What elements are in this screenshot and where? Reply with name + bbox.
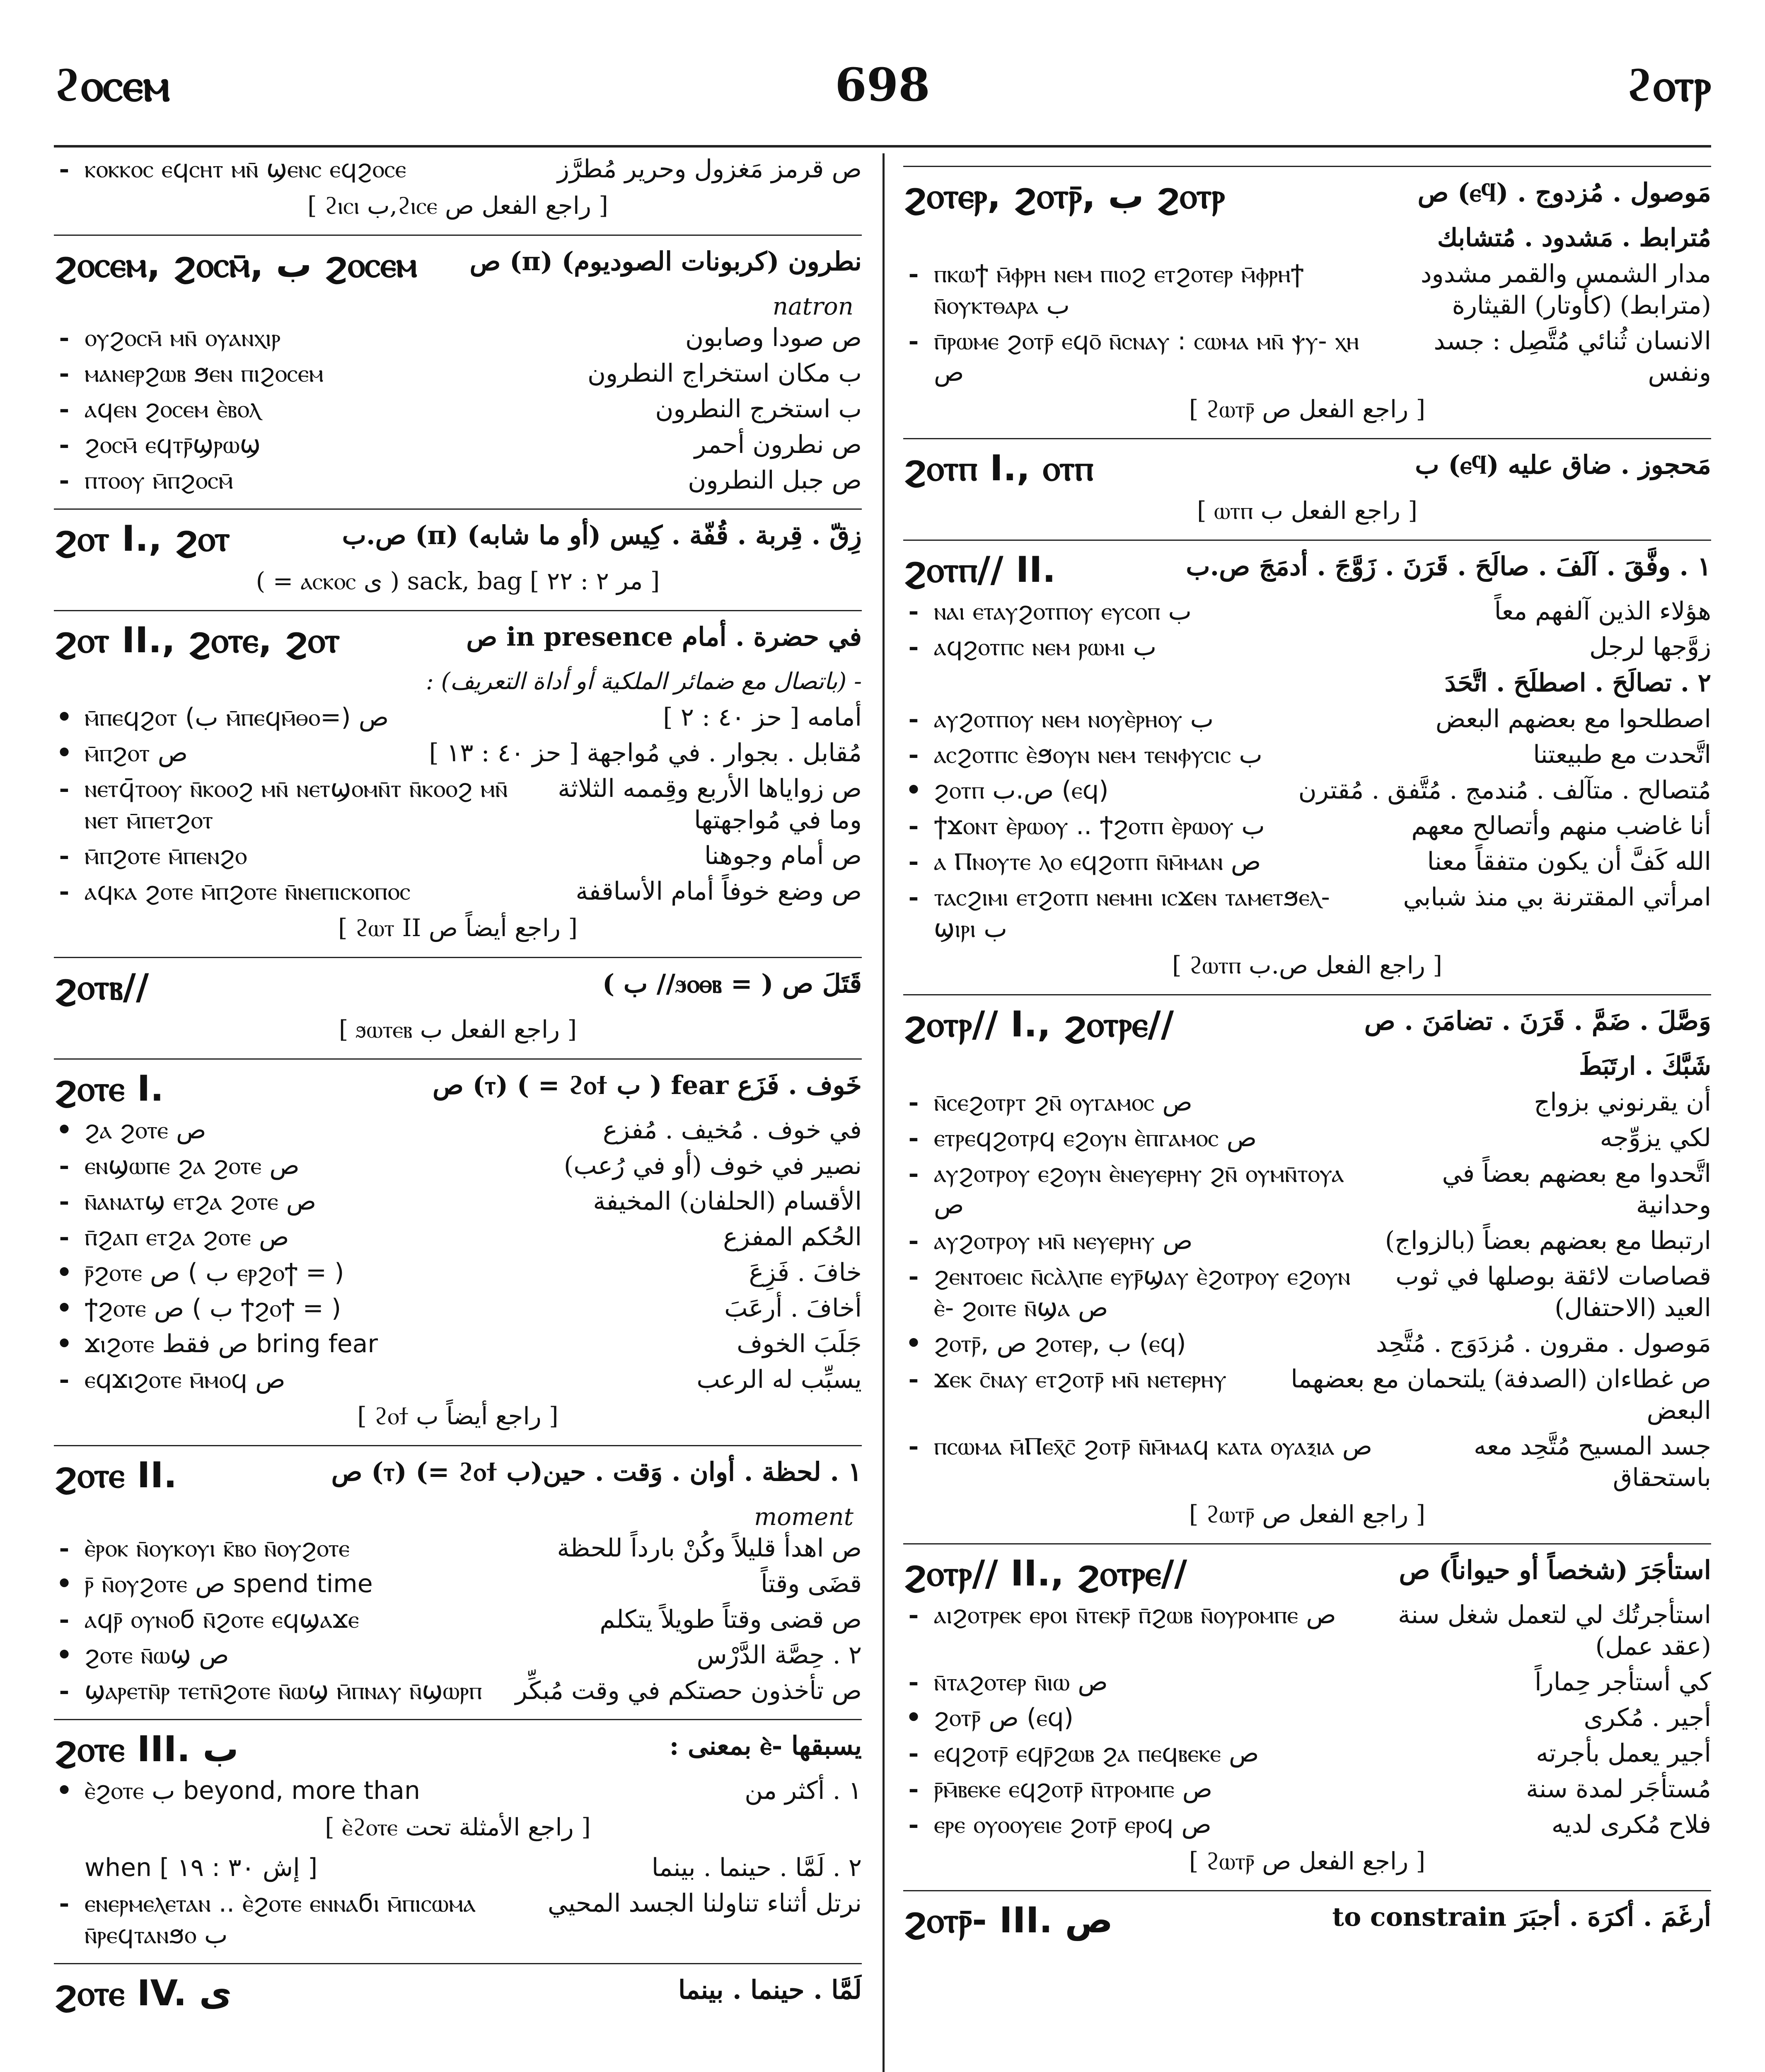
entry <box>54 1328 862 1360</box>
entry <box>903 1225 1711 1256</box>
entry-marker: - <box>59 1222 70 1251</box>
cross-reference: [ راجع الفعل ص ϩⲱⲧⲣ̄ ] <box>1189 395 1426 423</box>
usage-note: - (باتصال مع ضمائر الملكية أو أداة التعريف) : <box>426 668 862 695</box>
arabic-text: ص صودا وصابون <box>685 323 862 352</box>
arabic-text: مُقابل . بجوار . في مُواجهة [ حز ٤٠ : ١٣ ] <box>429 738 862 767</box>
entry-marker: • <box>56 703 73 732</box>
entry-marker: - <box>908 1432 919 1461</box>
coptic-text: ϩⲟⲥⲙ̄ ⲉϥⲧⲣ̄ϣⲣⲱϣ <box>85 430 261 459</box>
entry-marker: • <box>56 1569 73 1598</box>
definition: يسبقها -ⲉ̀ بمعنى : <box>669 1731 862 1761</box>
entry-marker: - <box>908 847 919 876</box>
entry <box>903 881 1711 944</box>
arabic-text: ٢ . حِصَّة الدَّرْس <box>696 1641 862 1670</box>
entry-marker: - <box>59 1605 70 1634</box>
arabic-text: ب مكان استخراج النطرون <box>587 359 862 388</box>
entry <box>903 631 1711 663</box>
cross-reference: [ راجع أيضاً ص ϩⲱⲧ II ] <box>338 914 578 942</box>
entry <box>903 1261 1711 1324</box>
entry <box>54 1150 862 1181</box>
entry <box>903 1738 1711 1769</box>
entry-marker: - <box>59 1365 70 1394</box>
entry <box>903 1363 1711 1426</box>
coptic-text: ϯϫⲟⲛⲧ ⲉ̀ⲣⲱⲟⲩ .. ϯϩⲟⲧⲡ ⲉ̀ⲣⲱⲟⲩ ب <box>934 811 1265 840</box>
arabic-text: أجير . مُكرى <box>1584 1703 1711 1732</box>
arabic-text: اتَّحدوا مع بعضهم بعضاً في وحدانية <box>1442 1159 1711 1220</box>
coptic-text: ⲧⲁⲥϩⲓⲙⲓ ⲉⲧϩⲟⲧⲡ ⲛⲉⲙⲏⲓ ⲓⲥϫⲉⲛ ⲧⲁⲙⲉⲧϧⲉⲗ- ϣⲓⲣⲓ ب <box>934 883 1330 943</box>
arabic-text: الحُكم المفزع <box>723 1222 862 1251</box>
sense-heading: ٢ . تصالَحَ . اصطلَحَ . اتَّحَدَ <box>1444 668 1711 697</box>
cross-reference: [ راجع أيضاً ب ϩⲟϯ ] <box>357 1402 559 1430</box>
definition: مَحجوز . ضاق عليه (ⲉϥ) ب <box>1415 450 1711 480</box>
entry <box>54 153 862 185</box>
arabic-text: جَلَبَ الخوف <box>737 1329 862 1358</box>
arabic-text: الله كَفَّ أن يكون متفقاً معنا <box>1427 847 1711 876</box>
definition: لَمَّا . حينما . بينما <box>678 1975 862 2005</box>
headword: ϩⲟⲧ II., ϩⲟⲧⲉ, ϩⲟⲧ <box>54 620 340 661</box>
entry-marker: - <box>59 1676 70 1705</box>
coptic-text: ⲙ̄ⲡϩⲟⲧⲉ ⲙ̄ⲡⲉⲛϩⲟ <box>85 841 247 870</box>
arabic-text: أمامه [ حز ٤٠ : ٢ ] <box>663 703 862 732</box>
coptic-text: ⲟⲩϩⲟⲥⲙ̄ ⲙⲛ̄ ⲟⲩⲁⲛⲭⲓⲣ <box>85 323 281 352</box>
coptic-text: ⲁϥⲉⲛ ϩⲟⲥⲉⲙ ⲉ̀ⲃⲟⲗ <box>85 395 261 424</box>
entry-marker: • <box>905 1329 922 1358</box>
arabic-text: نرتل أثناء تناولنا الجسد المحيي <box>547 1889 862 1918</box>
english-gloss: natron <box>772 292 853 320</box>
coptic-text: ⲣ̄ϩⲟⲧⲉ ص ( ب ⲉⲣϩⲟϯ = ) <box>85 1258 344 1287</box>
headword-entry <box>54 235 862 286</box>
arabic-text: ص جبل النطرون <box>688 466 862 495</box>
coptic-text: ϯϩⲟⲧⲉ ص ( ب ϯϩⲟϯ = ) <box>85 1294 341 1323</box>
coptic-text: ⲣ̄ ⲛ̄ⲟⲩϩⲟⲧⲉ ص spend time <box>85 1569 373 1598</box>
arabic-text: أن يقرنوني بزواج <box>1534 1088 1711 1117</box>
header-left-word: ϩⲟⲥⲉⲙ <box>54 58 170 111</box>
entry-marker: • <box>56 1329 73 1358</box>
arabic-text: ب استخرج النطرون <box>655 395 862 424</box>
arabic-text: ١ . أكثر من <box>745 1776 862 1805</box>
entry-marker: - <box>908 1810 919 1839</box>
headword: ϩⲟⲥⲉⲙ, ϩⲟⲥⲙ̄, ب ϩⲟⲥⲉⲙ <box>54 244 417 286</box>
entry-marker: • <box>56 1116 73 1145</box>
headword-entry <box>903 994 1711 1045</box>
entry-marker: - <box>59 359 70 388</box>
coptic-text: ⲛ̄ⲥⲉϩⲟⲧⲣⲧ ϩⲛ̄ ⲟⲩⲅⲁⲙⲟⲥ ص <box>934 1088 1192 1117</box>
headword-entry <box>54 1058 862 1109</box>
definition: نطرون (كربونات الصوديوم) (π) ص <box>469 246 862 276</box>
entry-marker: - <box>908 1226 919 1255</box>
coptic-text: ϩⲁ ϩⲟⲧⲉ ص <box>85 1116 206 1145</box>
entry-marker: • <box>56 1294 73 1323</box>
headword-entry <box>54 957 862 1008</box>
entry <box>54 1186 862 1217</box>
coptic-text: ⲣ̄ⲙ̄ⲃⲉⲕⲉ ⲉϥϩⲟⲧⲣ̄ ⲛ̄ⲧⲣⲟⲙⲡⲉ ص <box>934 1774 1213 1803</box>
entry-marker: - <box>59 877 70 906</box>
headword: ϩⲟⲧⲉ III. ب <box>54 1728 239 1770</box>
arabic-text: ص وضع خوفاً أمام الأساقفة <box>575 877 862 906</box>
entry <box>903 1599 1711 1662</box>
entry-marker: • <box>56 1641 73 1670</box>
entry <box>903 739 1711 770</box>
arabic-text: خافَ . فَزِعَ <box>749 1258 862 1287</box>
coptic-text: ⲕⲟⲕⲕⲟⲥ ⲉϥⲥⲏⲧ ⲙⲛ̄ ϣⲉⲛⲥ ⲉϥϩⲟⲥⲉ <box>85 155 406 184</box>
page-number: 698 <box>835 58 930 111</box>
headword-entry <box>54 1719 862 1770</box>
definition: قَتَلَ ص ( = ϧⲟⲑⲃ// ب ) <box>602 968 862 999</box>
definition-continued: شَبَّكَ . ارتَبَطَ <box>1579 1052 1711 1081</box>
arabic-text: ارتبطا مع بعضهم بعضاً (بالزواج) <box>1385 1226 1711 1255</box>
arabic-text: الأقسام (الحلفان) المخيفة <box>593 1187 862 1216</box>
entry-marker: - <box>59 323 70 352</box>
entry-marker: - <box>908 811 919 840</box>
arabic-text: كي أستأجر حِماراً <box>1535 1668 1711 1697</box>
coptic-text: ⲉⲧⲣⲉϥϩⲟⲧⲣϥ ⲉϩⲟⲩⲛ ⲉ̀ⲡⲅⲁⲙⲟⲥ ص <box>934 1123 1257 1152</box>
coptic-text: ⲛⲉⲧϥ̄ⲧⲟⲟⲩ ⲛ̄ⲕⲟⲟϩ ⲙⲛ̄ ⲛⲉⲧϣⲟⲙⲛ̄ⲧ ⲛ̄ⲕⲟⲟϩ ⲙⲛ̄ ⲛⲉⲧ ⲙ̄ⲡⲉⲧϩⲟⲧ <box>85 774 508 835</box>
entry-marker: - <box>908 1774 919 1803</box>
coptic-text: ϩⲟⲧⲣ̄ ص (ⲉϥ) <box>934 1703 1074 1732</box>
headword-entry <box>54 508 862 559</box>
entry <box>54 1364 862 1395</box>
headword-entry <box>903 1543 1711 1594</box>
arabic-text: ص قضى وقتاً طويلاً يتكلم <box>600 1605 862 1634</box>
entry-marker: - <box>908 597 919 626</box>
arabic-text: مُستأجَر لمدة سنة <box>1526 1774 1711 1803</box>
definition: أرغَمَ . أكرَهَ . أجبَرَ to constrain <box>1332 1902 1711 1932</box>
entry <box>54 1114 862 1146</box>
arabic-text: زوَّجها لرجل <box>1589 632 1711 661</box>
arabic-text: فلاح مُكرى لديه <box>1551 1810 1711 1839</box>
headword: ϩⲟⲧⲣ// I., ϩⲟⲧⲣⲉ// <box>903 1004 1174 1045</box>
entry <box>54 876 862 907</box>
entry-marker: - <box>908 704 919 733</box>
entry <box>54 393 862 425</box>
arabic-text: لكي يزوِّجه <box>1600 1123 1711 1152</box>
definition: استأجَرَ (شخصاً أو حيواناً) ص <box>1399 1555 1711 1585</box>
arabic-text: أجير يعمل بأجرته <box>1536 1739 1711 1768</box>
cross-reference: [ راجع الفعل ص ϩⲓⲥⲉ,ب ϩⲓⲥⲓ ] <box>307 191 608 220</box>
arabic-text: أنا غاضب منهم وأتصالح معهم <box>1411 811 1711 840</box>
entry <box>54 322 862 353</box>
left-column <box>54 153 862 2072</box>
entry <box>54 1293 862 1324</box>
coptic-text: ⲙⲁⲛⲉⲣϩⲱⲃ ϧⲉⲛ ⲡⲓϩⲟⲥⲉⲙ <box>85 359 324 388</box>
definition: خَوف . فَزَع fear ( ب ϩⲟϯ = ) (ⲧ) ص <box>433 1070 862 1100</box>
entry-marker: - <box>59 1151 70 1180</box>
coptic-text: ⲉ̀ϩⲟⲧⲉ ب beyond, more than <box>85 1776 421 1805</box>
coptic-text: ⲛ̄ⲧⲁϩⲟⲧⲉⲣ ⲛ̄ⲓⲱ ص <box>934 1668 1108 1697</box>
arabic-text: ٢ . لَمَّا . حينما . بينما <box>651 1853 862 1882</box>
headword: ϩⲟⲧⲡ// II. <box>903 549 1056 591</box>
entry-marker: - <box>908 259 919 288</box>
coptic-text: ⲉϥϩⲟⲧⲣ̄ ⲉϥⲣ̄ϩⲱⲃ ϩⲁ ⲡⲉϥⲃⲉⲕⲉ ص <box>934 1739 1259 1768</box>
cross-reference: [ راجع الفعل ب ⲱⲧⲡ ] <box>1197 496 1417 525</box>
entry <box>54 429 862 460</box>
coptic-text: ⲛ̄ⲁⲛⲁⲧϣ ⲉⲧϩⲁ ϩⲟⲧⲉ ص <box>85 1187 317 1216</box>
arabic-text: اصطلحوا مع بعضهم البعض <box>1435 704 1711 733</box>
headword: ϩⲟⲧⲡ I., ⲟⲧⲡ <box>903 448 1094 489</box>
entry-marker: • <box>905 776 922 805</box>
headword: ϩⲟⲧⲉ IV. ى <box>54 1973 232 2014</box>
entry <box>903 1328 1711 1359</box>
coptic-text: ⲙ̄ⲡⲉϥϩⲟⲧ (ب ⲙ̄ⲡⲉϥⲙ̄ⲑⲟ=) ص <box>85 703 389 732</box>
coptic-text: ϣⲁⲣⲉⲧⲛ̄ⲣ ⲧⲉⲧⲛ̄ϩⲟⲧⲉ ⲛ̄ⲱϣ ⲙ̄ⲡⲛⲁⲩ ⲛ̄ϣⲱⲣⲡ <box>85 1676 482 1705</box>
headword-entry <box>903 166 1711 217</box>
coptic-text: when [ إش ٣٠ : ١٩ ] <box>85 1853 318 1882</box>
cross-reference: [ راجع الفعل ب ϧⲱⲧⲉⲃ ] <box>338 1015 577 1043</box>
entry <box>54 1675 862 1706</box>
entry <box>903 1087 1711 1118</box>
arabic-text: امرأتي المقترنة بي منذ شبابي <box>1403 883 1711 912</box>
arabic-text: ص أمام وجوهنا <box>704 841 862 870</box>
arabic-text: هؤلاء الذين آلفهم معاً <box>1494 597 1711 626</box>
arabic-text: قضَى وقتاً <box>761 1569 862 1598</box>
definition-continued: مُترابط . مَشدود . مُتشابك <box>1437 223 1711 252</box>
entry <box>903 1431 1711 1493</box>
coptic-text: ⲡⲧⲟⲟⲩ ⲙ̄ⲡϩⲟⲥⲙ̄ <box>85 466 233 495</box>
coptic-text: ⲛⲁⲓ ⲉⲧⲁⲩϩⲟⲧⲡⲟⲩ ⲉⲩⲥⲟⲡ ب <box>934 597 1192 626</box>
arabic-text: ص تأخذون حصتكم في وقت مُبكِّر <box>515 1676 862 1705</box>
arabic-text: ص زواياها الأربع وقِممه الثلاثة وما في مُواجهتها <box>558 774 862 835</box>
arabic-text: ص نطرون أحمر <box>694 430 862 459</box>
arabic-text: ص قرمز مَغزول وحرير مُطرَّز <box>557 155 862 184</box>
entry <box>903 1702 1711 1733</box>
definition: في حضرة . أمام in presence ص <box>466 622 862 652</box>
entry-marker: - <box>908 1262 919 1291</box>
entry-marker: - <box>908 1159 919 1188</box>
entry-marker: - <box>908 1739 919 1768</box>
entry <box>54 465 862 496</box>
coptic-text: ϫⲓϩⲟⲧⲉ ص فقط bring fear <box>85 1329 378 1358</box>
coptic-text: ⲁ Ⲡⲛⲟⲩⲧⲉ ⲗⲟ ⲉϥϩⲟⲧⲡ ⲛ̄ⲙ̄ⲙⲁⲛ ص <box>934 847 1261 876</box>
coptic-text: ⲁⲩϩⲟⲧⲡⲟⲩ ⲛⲉⲙ ⲛⲟⲩⲉ̀ⲣⲏⲟⲩ ب <box>934 704 1214 733</box>
arabic-text: مدار الشمس والقمر مشدود (مترابط) (كأوتار) القيثارة <box>1420 259 1711 320</box>
headword: ϩⲟⲧⲉⲣ, ϩⲟⲧⲣ̄, ب ϩⲟⲧⲣ <box>903 175 1225 217</box>
entry <box>903 703 1711 735</box>
coptic-text: ⲡ̄ⲣⲱⲙⲉ ϩⲟⲧⲣ̄ ⲉϥⲟ̄ ⲛ̄ⲥⲛⲁⲩ : ⲥⲱⲙⲁ ⲙⲛ̄ ⲯⲩ- ⲭⲏ ص <box>934 327 1359 387</box>
entry <box>903 1158 1711 1221</box>
coptic-text: ⲡ̄ϩⲁⲡ ⲉⲧϩⲁ ϩⲟⲧⲉ ص <box>85 1222 289 1251</box>
entry <box>903 258 1711 321</box>
coptic-text: ⲉ̀ⲣⲟⲕ ⲛ̄ⲟⲩⲕⲟⲩⲓ ⲕ̄ⲃⲟ ⲛ̄ⲟⲩϩⲟⲧⲉ <box>85 1534 350 1563</box>
coptic-text: ⲁϥⲣ̄ ⲟⲩⲛⲟϭ ⲛ̄ϩⲟⲧⲉ ⲉϥϣⲁϫⲉ <box>85 1605 359 1634</box>
coptic-text: ϩⲉⲛⲧⲟⲉⲓⲥ ⲛ̄ⲥⲁ̀ⲗⲡⲉ ⲉⲩⲣ̄ϣⲁⲩ ⲉ̀ϩⲟⲧⲣⲟⲩ ⲉϩⲟⲩⲛ ⲉ̀- ϩⲟⲓⲧⲉ ⲛ̄ϣⲁ ص <box>934 1262 1351 1322</box>
entry-marker: - <box>59 395 70 424</box>
headword-entry <box>54 1963 862 2014</box>
entry-marker: - <box>908 1088 919 1117</box>
entry <box>903 595 1711 627</box>
entry <box>54 1257 862 1288</box>
entry-marker: • <box>56 738 73 767</box>
entry-marker: • <box>56 1776 73 1805</box>
cross-reference: [ راجع الفعل ص ϩⲱⲧⲣ̄ ] <box>1189 1500 1426 1528</box>
coptic-text: ⲁⲥϩⲟⲧⲡⲥ ⲉ̀ϧⲟⲩⲛ ⲛⲉⲙ ⲧⲉⲛⲫⲩⲥⲓⲥ ب <box>934 740 1262 769</box>
entry-marker: - <box>59 155 70 184</box>
entry <box>903 810 1711 842</box>
definition: ١ . وفَّقَ . آلَفَ . صالَحَ . قَرَنَ . زَوَّجَ . أدمَجَ ص.ب <box>1186 551 1711 581</box>
arabic-text: اتَّحدت مع طبيعتنا <box>1533 740 1711 769</box>
definition: وَصَّلَ . ضَمَّ . قَرَنَ . تضامَنَ . ص <box>1364 1006 1711 1036</box>
arabic-text: مَوصول . مقرون . مُزدَوَج . مُتَّحِد <box>1376 1329 1711 1358</box>
headword: ϩⲟⲧⲉ I. <box>54 1068 164 1109</box>
headword: ϩⲟⲧⲣ// II., ϩⲟⲧⲣⲉ// <box>903 1553 1187 1594</box>
entry-marker: - <box>908 1600 919 1629</box>
entry <box>54 1568 862 1600</box>
coptic-text: ϫⲉⲕ ⲥ̄ⲛⲁⲩ ⲉⲧϩⲟⲧⲣ̄ ⲙⲛ̄ ⲛⲉⲧⲉⲣⲏⲩ <box>934 1365 1227 1394</box>
entry <box>54 1604 862 1635</box>
entry <box>903 1773 1711 1805</box>
entry <box>54 1888 862 1951</box>
entry <box>54 358 862 389</box>
entry-marker: - <box>59 1187 70 1216</box>
cross-reference: [ مر ٢ : ٢٢ ] sack, bag ( ى ⲁⲥⲕⲟⲥ = ) <box>256 567 660 595</box>
entry-marker: - <box>59 1889 70 1918</box>
entry <box>903 846 1711 877</box>
coptic-text: ⲡⲕⲱϯ ⲙ̄ⲫⲣⲏ ⲛⲉⲙ ⲡⲓⲟϩ ⲉⲧϩⲟⲧⲉⲣ ⲙ̄ⲫⲣⲏϯ ⲛ̄ⲟⲩⲕⲧⲑⲁⲣⲁ ب <box>934 259 1304 320</box>
coptic-text: ⲡⲥⲱⲙⲁ ⲙ̄Ⲡⲉⲭ̄ⲥ̄ ϩⲟⲧⲣ̄ ⲛ̄ⲙ̄ⲙⲁϥ ⲕⲁⲧⲁ ⲟⲩⲁⲝⲓⲁ ص <box>934 1432 1373 1461</box>
arabic-text: نصير في خوف (أو في رُعب) <box>563 1151 862 1180</box>
entry <box>54 1775 862 1806</box>
entry <box>903 1122 1711 1154</box>
coptic-text: ϩⲟⲧⲡ ص.ب (ⲉϥ) <box>934 776 1109 805</box>
entry-marker: - <box>908 740 919 769</box>
coptic-text: ⲉⲛⲉⲣⲙⲉⲗⲉⲧⲁⲛ .. ⲉ̀ϩⲟⲧⲉ ⲉⲛⲛⲁϭⲓ ⲙ̄ⲡⲓⲥⲱⲙⲁ ⲛ̄ⲣⲉϥⲧⲁⲛϧⲟ ب <box>85 1889 476 1949</box>
headword: ϩⲟⲧⲣ̄- III. ص <box>903 1900 1113 1941</box>
entry-marker: - <box>908 632 919 661</box>
entry-marker: • <box>56 1258 73 1287</box>
entry <box>54 702 862 733</box>
arabic-text: جسد المسيح مُتَّحِد معه باستحقاق <box>1473 1432 1711 1492</box>
entry <box>54 737 862 769</box>
entry-marker: - <box>59 430 70 459</box>
entry-marker: - <box>908 1123 919 1152</box>
english-gloss: moment <box>754 1503 853 1531</box>
coptic-text: ⲉⲣⲉ ⲟⲩⲟⲟⲩⲉⲓⲉ ϩⲟⲧⲣ̄ ⲉⲣⲟϥ ص <box>934 1810 1211 1839</box>
headword-entry <box>903 540 1711 591</box>
coptic-text: ⲁⲩϩⲟⲧⲣⲟⲩ ⲙⲛ̄ ⲛⲉⲩⲉⲣⲏⲩ ص <box>934 1226 1193 1255</box>
entry-marker: - <box>59 466 70 495</box>
right-column <box>903 153 1711 2072</box>
coptic-text: ⲉϥϫⲓϩⲟⲧⲉ ⲙ̄ⲙⲟϥ ص <box>85 1365 285 1394</box>
entry <box>903 325 1711 388</box>
coptic-text: ϩⲟⲧⲉ ⲛ̄ⲱϣ ص <box>85 1641 229 1670</box>
headword-entry <box>903 438 1711 489</box>
entry-marker: - <box>908 1668 919 1697</box>
headword: ϩⲟⲧⲃ// <box>54 966 149 1008</box>
entry-marker: - <box>59 1534 70 1563</box>
cross-reference: [ راجع الفعل ص.ب ϩⲱⲧⲡ ] <box>1172 951 1442 979</box>
coptic-text: ⲉⲛϣⲱⲡⲉ ϩⲁ ϩⲟⲧⲉ ص <box>85 1151 300 1180</box>
arabic-text: استأجرتُك لي لتعمل شغل سنة (عقد عمل) <box>1397 1600 1711 1661</box>
arabic-text: ص غطاءان (الصدفة) يلتحمان مع بعضهما البعض <box>1291 1365 1711 1425</box>
arabic-text: في خوف . مُخيف . مُفزع <box>603 1116 862 1145</box>
headword: ϩⲟⲧⲉ II. <box>54 1455 177 1496</box>
headword: ϩⲟⲧ I., ϩⲟⲧ <box>54 518 230 559</box>
cross-reference: [ راجع الأمثلة تحت ⲉ̀ϩⲟⲧⲉ ] <box>325 1813 591 1841</box>
entry <box>903 1809 1711 1840</box>
coptic-text: ⲁϥⲕⲁ ϩⲟⲧⲉ ⲙ̄ⲡϩⲟⲧⲉ ⲛ̄ⲛⲉⲡⲓⲥⲕⲟⲡⲟⲥ <box>85 877 411 906</box>
arabic-text: قصاصات لائقة بوصلها في ثوب العيد (الاحتفال) <box>1395 1262 1711 1322</box>
arabic-text: ص اهدأ قليلاً وكُنْ بارداً للحظة <box>557 1534 862 1563</box>
coptic-text: ⲁϥϩⲟⲧⲡⲥ ⲛⲉⲙ ⲣⲱⲙⲓ ب <box>934 632 1157 661</box>
entry <box>54 773 862 836</box>
entry-marker: - <box>908 327 919 356</box>
cross-reference: [ راجع الفعل ص ϩⲱⲧⲣ̄ ] <box>1189 1847 1426 1875</box>
entry <box>54 840 862 871</box>
coptic-text: ⲙ̄ⲡϩⲟⲧ ص <box>85 738 188 767</box>
headword-entry <box>54 610 862 661</box>
entry <box>54 1852 862 1883</box>
column-divider <box>882 153 885 2072</box>
coptic-text: ⲁⲓϩⲟⲧⲣⲉⲕ ⲉⲣⲟⲓ ⲛ̄ⲧⲉⲕⲣ̄ ⲡ̄ϩⲱⲃ ⲛ̄ⲟⲩⲣⲟⲙⲡⲉ ص <box>934 1600 1336 1629</box>
page-header <box>54 50 1711 148</box>
arabic-text: الانسان ثُنائي مُتَّصِل : جسد ونفس <box>1434 327 1711 387</box>
entry-marker: • <box>905 1703 922 1732</box>
entry-marker: - <box>59 841 70 870</box>
coptic-text: ⲁⲩϩⲟⲧⲣⲟⲩ ⲉϩⲟⲩⲛ ⲉ̀ⲛⲉⲩⲉⲣⲏⲩ ϩⲛ̄ ⲟⲩⲙⲛ̄ⲧⲟⲩⲁ ص <box>934 1159 1344 1220</box>
arabic-text: أخافَ . أرعَبَ <box>724 1294 862 1323</box>
entry <box>54 1639 862 1671</box>
arabic-text: يسبِّب له الرعب <box>696 1365 862 1394</box>
entry-marker: - <box>59 774 70 803</box>
arabic-text: مُتصالح . متآلف . مُندمج . مُتَّفق . مُقترن <box>1298 776 1711 805</box>
entry-marker: - <box>908 883 919 912</box>
definition: ١ . لحظة . أوان . وَقت . حين(ب ϩⲟϯ =) (ⲧ) ص <box>331 1457 862 1487</box>
definition: زِقّ . قِربة . قُفّة . كِيس (أو ما شابه) (π) ص.ب <box>342 520 862 550</box>
entry-marker: - <box>908 1365 919 1394</box>
entry <box>903 1666 1711 1698</box>
entry <box>54 1532 862 1564</box>
header-right-word: ϩⲟⲧⲣ <box>1626 58 1711 111</box>
headword-entry <box>903 1890 1711 1941</box>
coptic-text: ϩⲟⲧⲣ̄, ص ϩⲟⲧⲉⲣ, ب (ⲉϥ) <box>934 1329 1186 1358</box>
definition: مَوصول . مُزدوج . (ⲉϥ) ص <box>1417 177 1711 208</box>
entry <box>903 775 1711 806</box>
headword-entry <box>54 1445 862 1496</box>
entry <box>54 1221 862 1253</box>
